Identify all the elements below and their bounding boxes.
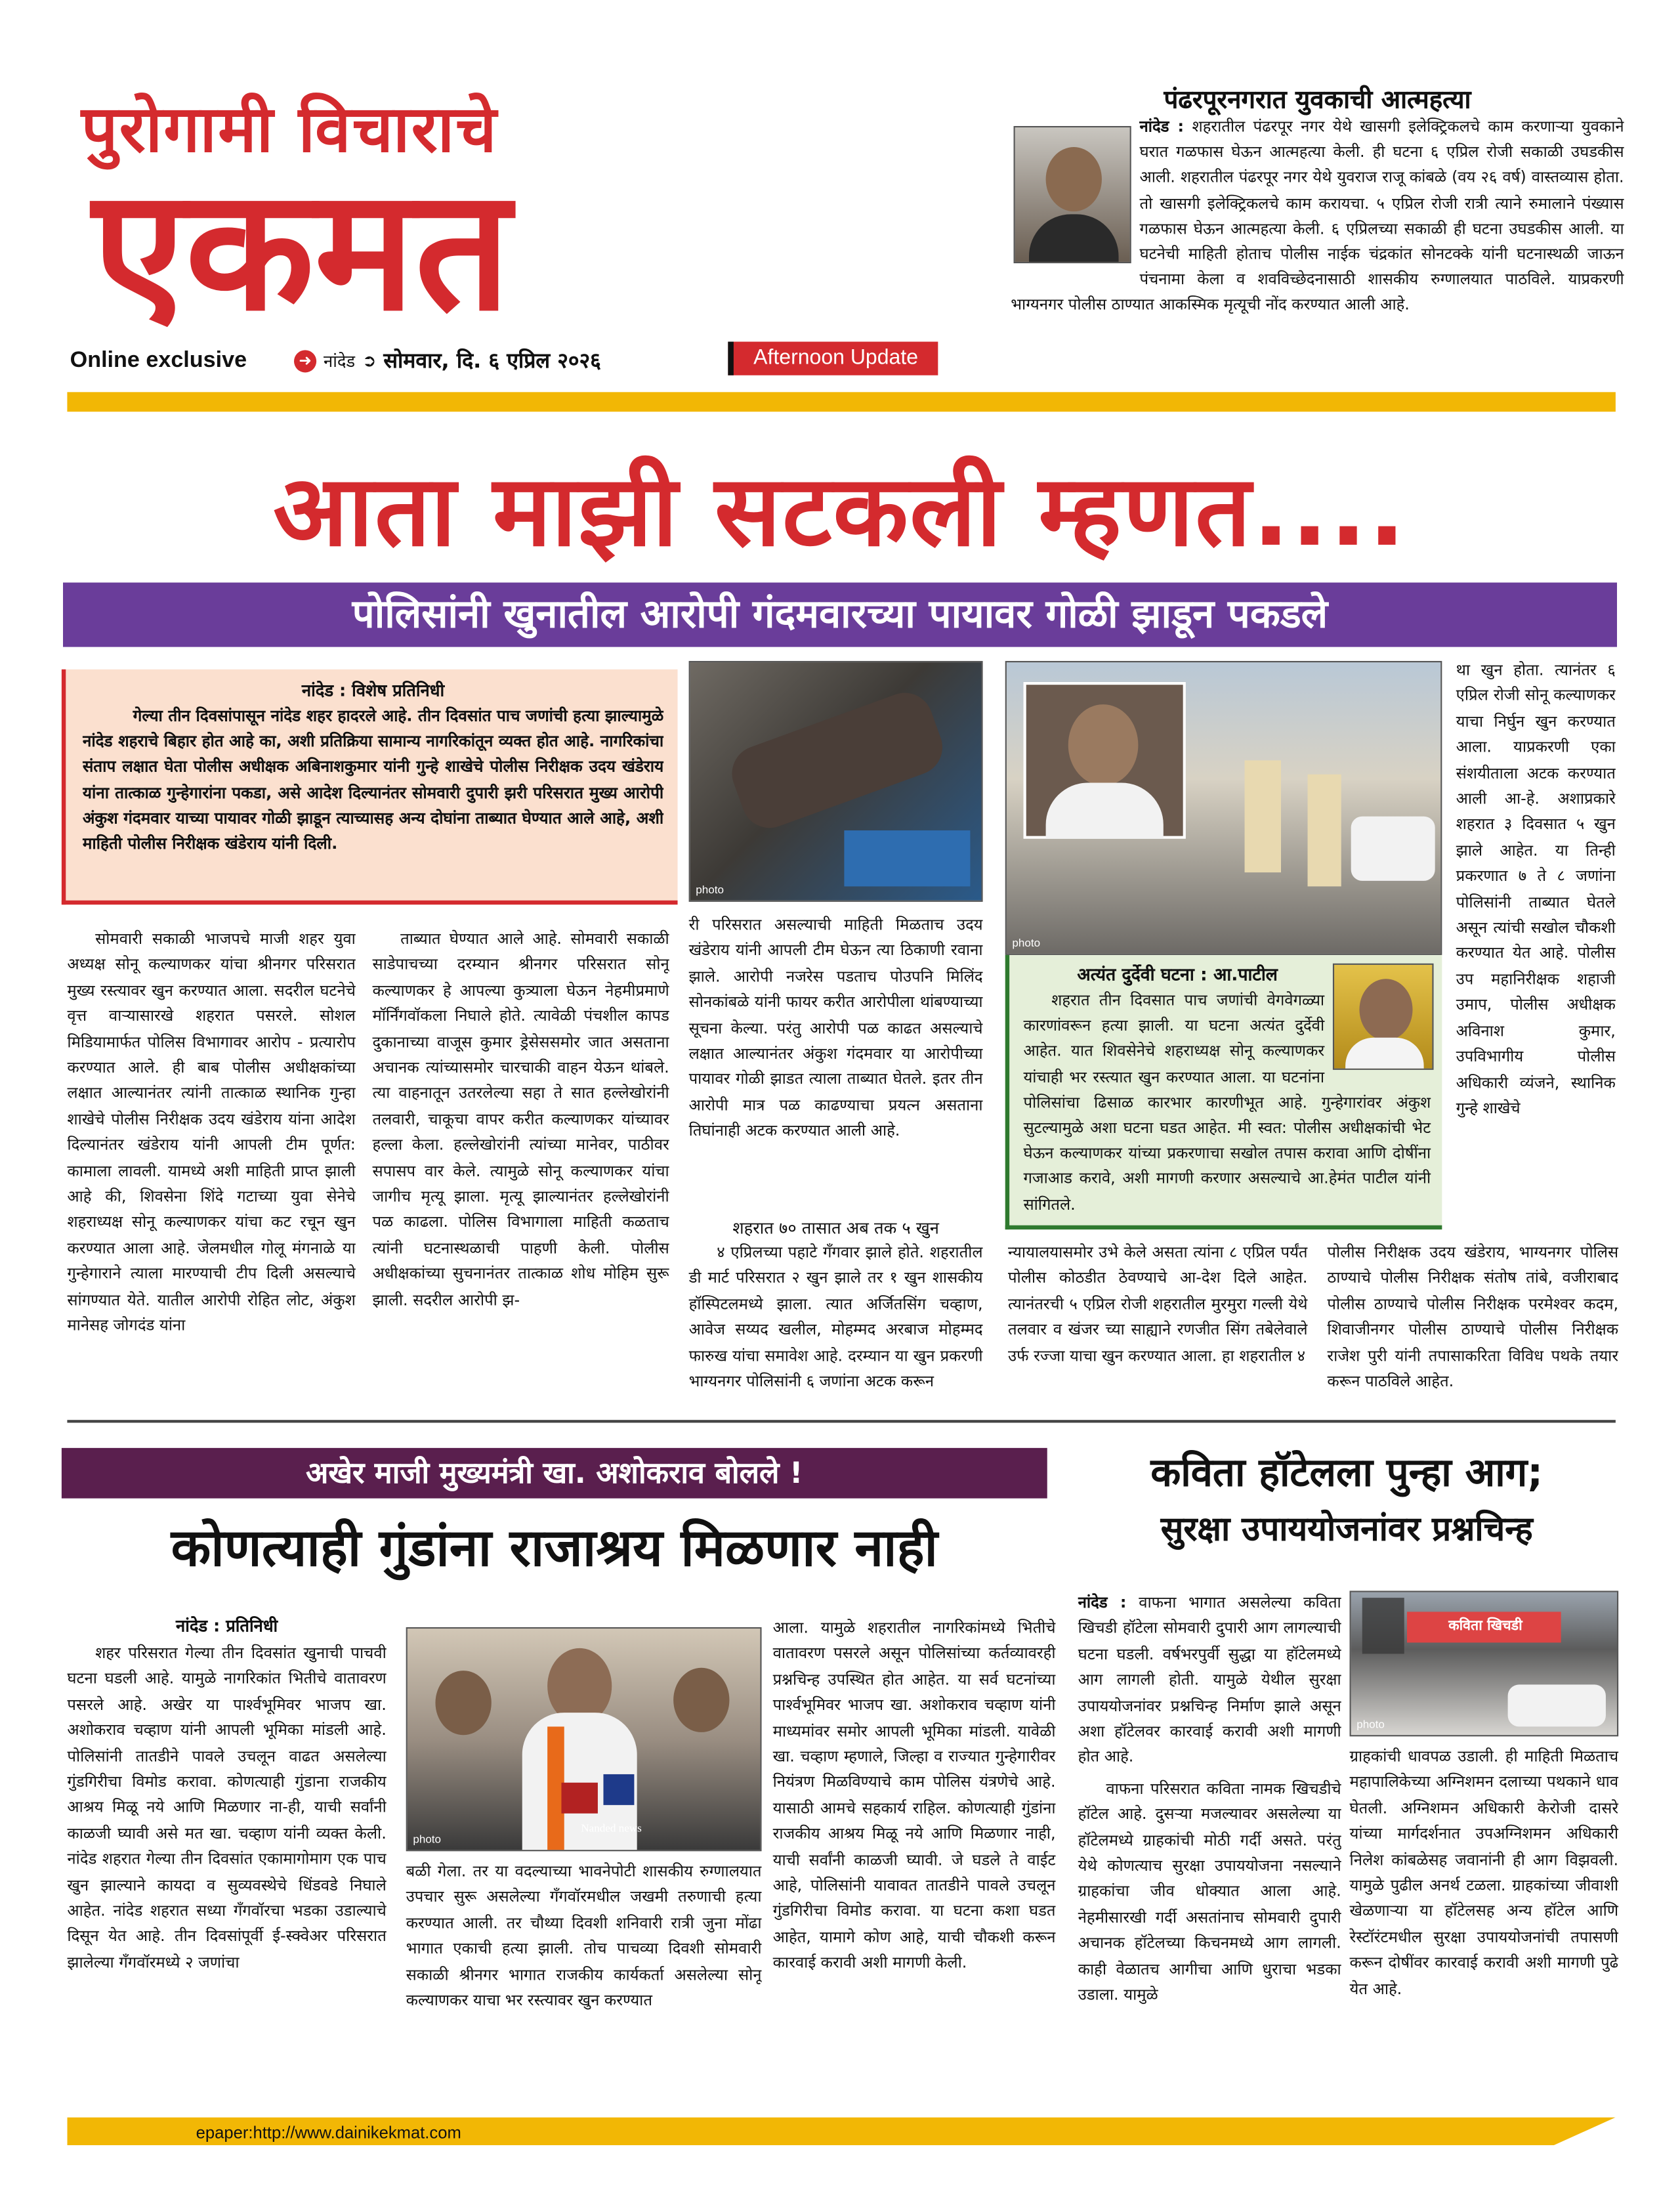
story2-col-2-text: बळी गेला. तर या वदल्याच्या भावनेपोटी शासकीय रुग्णालयात उपचार सुरू असलेल्या गँगवॉरमधील जखमी तरुणाची हत्या करण्यात आली. तर चौथ्या दिवशी शनिवारी रात्री जुना मोंढा भागात एकाची हत्या झाली. तोच पाचव्या दिवशी सोमवारी सकाळी श्रीनगर भागात राजकीय कार्यकर्ता असलेल्या सोनू कल्याणकर याचा भर रस्त्यावर खुन करण्यात [406, 1862, 762, 2010]
issue-date: सोमवार, दि. ६ एप्रिल २०२६ [383, 348, 601, 373]
main-col-3-top [689, 913, 983, 1218]
main-col-2-text: ताब्यात घेण्यात आले आहे. सोमवारी सकाळी साडेपाचच्या दरम्यान श्रीनगर परिसरात सोनू कल्याणकर हे आपल्या कुत्र्याला घेऊन नेहमीप्रमाणे मॉर्निंगवॉकला निघाले होते. त्यावेळी पंचशील कापड दुकानाच्या वाजूस कुमार ड्रेसेससमोर जात असताना अचानक त्यांच्यासमोर चारचाकी वाहन येऊन थांबले. त्या वाहनातून उतरलेल्या सहा ते सात हल्लेखोरांनी तलवारी, चाकूचा वापर करीत कल्याणकर यांच्यावर हल्ला केला. हल्लेखोरांनी त्यांच्या मानेवर, पाठीवर सपासप वार केले. त्यामुळे सोनू कल्याणकर यांचा जागीच मृत्यू झाला. मृत्यू झाल्यानंतर हल्लेखोरांनी पळ काढला. पोलिस विभागाला माहिती कळताच त्यांनी घटनास्थळाची पाहणी केली. पोलीस अधीक्षकांच्या सुचनानंतर तात्काळ शोध मोहिम सुरू झाली. सदरील आरोपी झ- [372, 929, 669, 1309]
lead-box [62, 670, 678, 905]
main-col-1 [67, 927, 355, 1410]
main-headline: आता माझी सटकली म्हणत.... [273, 454, 1407, 569]
main-col-1-text: सोमवारी सकाळी भाजपचे माजी शहर युवा अध्यक्ष सोनू कल्याणकर यांचा श्रीनगर परिसरात मुख्य रस्त्यावर खुन करण्यात आला. सदरील घटनेचे वृत्त वाऱ्यासारखे शहरात पसरले. सोशल मिडियामार्फत पोलिस विभागावर आरोप - प्रत्यारोप करण्यात आले. ही बाब पोलीस अधीक्षकांच्या लक्षात आल्यानंतर त्यांनी तात्काळ स्थानिक गुन्हा शाखेचे पोलीस निरीक्षक उदय खंडेराय यांना आदेश दिल्यानंतर खंडेराय यांनी आपली टीम पूर्णत: कामाला लावली. यामध्ये अशी माहिती प्राप्त झाली आहे की, शिवसेना शिंदे गटाच्या युवा सेनेचे शहराध्यक्ष सोनू कल्याणकर यांचा कट रचून खुन करण्यात आला आहे. जेलमधील गोलू मंगनाळे या गुन्हेगाराने त्याला मारण्याची टीप दिली असल्याचे सांगण्यात येते. यातील आरोपी रोहित लोट, अंकुश मानेसह जोगदंड यांना [67, 929, 356, 1335]
main-col-3-bottom [689, 1241, 983, 1409]
main-photo-victim: photo [689, 661, 983, 902]
dateline-bar [294, 346, 742, 377]
photo-watermark: Nanded news [581, 1822, 642, 1835]
story2-col-3-text: आला. यामुळे शहरातील नागरिकांमध्ये भितीचे वातावरण पसरले असून पोलिसांच्या कर्तव्यावरही प्रश्नचिन्ह उपस्थित होत आहेत. या सर्व घटनांच्या पार्श्वभूमिवर भाजप खा. अशोकराव चव्हाण यांनी माध्यमांवर समोर आपली भूमिका मांडली. यावेळी खा. चव्हाण म्हणाले, जिल्हा व राज्यात गुन्हेगारीवर नियंत्रण मिळविण्याचे काम पोलिस यंत्रणेचे आहे. यासाठी आमचे सहकार्य राहिल. कोणत्याही गुंडांना राजकीय आश्रय मिळू नये आणि मिळणार नाही, याची सर्वांनी काळजी घ्यावी. जे घडले ते वाईट आहे, पोलिसांनी यावावत तातडीने पावले उचलून गुंडगिरीचा विमोड करावा. या घटना कशा घडत आहेत, यामागे कोण आहे, याची चौकशी करून कारवाई करावी अशी मागणी केली. [772, 1619, 1056, 1973]
main-subheadline: पोलिसांनी खुनातील आरोपी गंदमवारच्या पायावर गोळी झाडून पकडले [63, 582, 1617, 647]
story3-dateline: नांदेड : [1078, 1593, 1127, 1612]
story2-photo: Nanded news photo [406, 1627, 762, 1851]
top-story-body [1011, 115, 1624, 370]
section-divider [67, 1420, 1615, 1422]
main-col-5-top [1456, 658, 1616, 1235]
quote-body: शहरात तीन दिवसात पाच जणांची वेगवेगळ्या कारणांवरून हत्या झाली. या घटना अत्यंत दुर्देवी आहेत. यात शिवसेनेचे शहराध्यक्ष सोनू कल्याणकर यांचाही भर रस्त्यात खुन करण्यात आला. या घटनांना पोलिसांचा ढिसाळ कारभार कारणीभूत आहे. गुन्हेगारांवर अंकुश सुटल्यामुळे अशा घटना घडत आहेत. मी स्वत: पोलीस अधीक्षकांची भेट घेऊन कल्याणकर यांच्या प्रकरणाचा सखोल तपास करावा आणि दोषींना गजाआड करावे, अशी मागणी करणार असल्याचे आ.हेमंत पाटील यांनी सांगितले. [1023, 991, 1431, 1214]
main-lead: गेल्या तीन दिवसांपासून नांदेड शहर हादरले आहे. तीन दिवसांत पाच जणांची हत्या झाल्यामुळे नांदेड शहराचे बिहार होत आहे का, अशी प्रतिक्रिया सामान्य नागरिकांतून व्यक्त होत आहे. नागरिकांचा संताप लक्षात घेता पोलीस अधीक्षक अबिनाशकुमार यांनी गुन्हे शाखेचे पोलीस निरीक्षक उदय खंडेराय यांना तात्काळ गुन्हेगारांना पकडा, असे आदेश दिल्यानंतर सोमवारी दुपारी झरी परिसरात मुख्य आरोपी अंकुश गंदमवार याच्या पायावर गोळी झाडून त्याच्यासह अन्य दोघांना ताब्यात घेण्यात आले आहे, अशी माहिती पोलीस निरीक्षक खंडेराय यांनी दिली. [82, 706, 664, 853]
story3-headline-line2: सुरक्षा उपाययोजनांवर प्रश्नचिन्ह [1160, 1509, 1533, 1549]
afternoon-update-badge: Afternoon Update [728, 342, 938, 375]
story3-col-2 [1350, 1745, 1619, 2112]
story2-col-1 [67, 1641, 386, 2112]
main-col-4-bottom-text: न्यायालयासमोर उभे केले असता त्यांना ८ एप्रिल पर्यंत पोलीस कोठडीत ठेवण्याचे आ-देश दिले आहेत. त्यानंतरची ५ एप्रिल रोजी शहरातील मुरमुरा गल्ली येथे तलवार व खंजर च्या साह्याने रणजीत सिंग तबेलेवाले उर्फ रज्जा याचा खुन करण्यात आला. हा शहरातील ४ [1007, 1243, 1308, 1365]
story3-headline-line1: कविता हॉटेलला पुन्हा आग; [1150, 1449, 1544, 1496]
arrow-right-icon: ➜ [294, 349, 316, 372]
story3-col-2-text: ग्राहकांची धावपळ उडाली. ही माहिती मिळताच महापालिकेच्या अग्निशमन दलाच्या पथकाने धाव घेतली. अग्निशमन अधिकारी केरोजी दासरे यांच्या मार्गदर्शनात उपअग्निशमन अधिकारी निलेश कांबळेसह जवानांनी ही आग विझवली. यामुळे पुढील अनर्थ टळला. ग्राहकांच्या जीवाशी खेळणाऱ्या या हॉटेलसह अन्य हॉटेल आणि रेस्टॉरंटमधील सुरक्षा उपाययोजनांची तपासणी करून दोषींवर कारवाई करावी अशी मागणी पुढे येत आहे. [1349, 1747, 1619, 1998]
main-col-2 [372, 927, 669, 1410]
dateline-place: नांदेड [323, 351, 356, 372]
online-exclusive-label: Online exclusive [70, 349, 247, 373]
main-col-5-top-text: था खुन होता. त्यानंतर ६ एप्रिल रोजी सोनू कल्याणकर याचा निर्घुन खुन करण्यात आला. याप्रकरणी एका संशयीताला अटक करण्यात आली आ-हे. अशाप्रकारे शहरात ३ दिवसात ५ खुन झाले आहेत. या तिन्ही प्रकरणात ७ ते ८ जणांना पोलिसांनी ताब्यात घेतले असून त्यांची सखोल चौकशी करण्यात येत आहे. पोलीस उप महानिरीक्षक शहाजी उमाप, पोलीस अधीक्षक अविनाश कुमार, उपविभागीय पोलीस अधिकारी व्यंजने, स्थानिक गुन्हे शाखेचे [1456, 660, 1616, 1118]
story2-byline: नांदेड : प्रतिनिधी [175, 1615, 278, 1636]
epaper-link[interactable]: epaper:http://www.dainikekmat.com [196, 2123, 461, 2143]
quote-box [1005, 955, 1442, 1229]
story3-shop-sign: कविता खिचडी [1448, 1619, 1522, 1634]
top-story-text: शहरातील पंढरपूर नगर येथे खासगी इलेक्ट्रिकलचे काम करणाऱ्या युवकाने घरात गळफास घेऊन आत्महत्या केली. ही घटना ६ एप्रिल रोजी सकाळी उघडकीस आली. शहरातील पंढरपूर नगर येथे युवराज राजू कांबळे (वय २६ वर्ष) वास्तव्यास होता. तो खासगी इलेक्ट्रिकलचे काम करायचा. ५ एप्रिल रोजी रात्री त्याने रुमालाने पंख्यास गळफास घेऊन आत्महत्या केली. ६ एप्रिलच्या सकाळी ही घटना उघडकीस आली. या घटनेची माहिती होताच पोलीस नाईक चंद्रकांत सोनटक्के यांनी घटनास्थळी जाऊन पंचनामा केला व शवविच्छेदनासाठी शासकीय रुग्णालयात पाठविले. याप्रकरणी भाग्यनगर पोलीस ठाण्यात आकस्मिक मृत्यूची नोंद करण्यात आली आहे. [1011, 117, 1624, 314]
story2-kicker: अखेर माजी मुख्यमंत्री खा. अशोकराव बोलले ! [62, 1448, 1047, 1499]
main-byline: नांदेड : विशेष प्रतिनिधी [301, 680, 445, 700]
top-story-headline: पंढरपूरनगरात युवकाची आत्महत्या [1164, 85, 1471, 115]
masthead-divider [67, 392, 1615, 412]
main-col-5-bottom-text: पोलीस निरीक्षक उदय खंडेराय, भाग्यनगर पोलिस ठाण्याचे पोलीस निरीक्षक संतोष तांबे, वजीराबाद पोलीस ठाण्याचे पोलीस निरीक्षक परमेश्वर कदम, शिवाजीनगर पोलीस ठाण्याचे पोलीस निरीक्षक राजेश पुरी यांनी तपासाकरिता विविध पथके तयार करून पाठविले आहेत. [1327, 1243, 1619, 1391]
story2-col-1-text: शहर परिसरात गेल्या तीन दिवसांत खुनाची पाचवी घटना घडली आहे. यामुळे नागरिकांत भितीचे वातावरण पसरले आहे. अखेर या पार्श्वभूमिवर भाजप खा. अशोकराव चव्हाण यांनी आपली भूमिका मांडली आहे. पोलिसांनी तातडीने पावले उचलून वाढत असलेल्या गुंडगिरीचा विमोड करावा. कोणत्याही गुंडाना राजकीय आश्रय मिळू नये आणि मिळणार ना-ही, याची सर्वांनी काळजी घ्यावी असे मत खा. चव्हाण यांनी व्यक्त केली. नांदेड शहरात गेल्या तीन दिवसांत एकामागोमाग एक पाच खुन झाल्याने कायदा व सुव्यवस्थेचे धिंडवडे निघाले आहेत. नांदेड शहरात सध्या गँगवॉरचा भडका उडाल्याचे दिसून येत आहे. तीन दिवसांपूर्वी ई-स्क्वेअर परिसरात झालेल्या गँगवॉरमध्ये २ जणांचा [67, 1644, 387, 1972]
story2-headline: कोणत्याही गुंडांना राजाश्रय मिळणार नाही [171, 1518, 938, 1579]
top-story-dateline: नांदेड : [1139, 117, 1185, 136]
main-photo-scene: photo [1005, 661, 1442, 955]
masthead-title: एकमत [92, 151, 511, 349]
main-col-3-bottom-text: ४ एप्रिलच्या पहाटे गँगवार झाले होते. शहरातील डी मार्ट परिसरात २ खुन झाले तर १ खुन शासकीय हॉस्पिटलमध्ये झाला. त्यात अर्जितसिंग चव्हाण, आवेज सय्यद खलील, मोहम्मद अरबाज मोहम्मद फारुख यांचा समावेश आहे. दरम्यान या खुन प्रकरणी भाग्यनगर पोलिसांनी ६ जणांना अटक करून [688, 1243, 983, 1391]
inset-portrait [1023, 682, 1185, 839]
story3-headline [1075, 1445, 1618, 1558]
story3-col-1b-text: वाफना परिसरात कविता नामक खिचडीचे हॉटेल आहे. दुसऱ्या मजल्यावर असलेल्या या हॉटेलमध्ये ग्राहकांची मोठी गर्दी असते. परंतु येथे कोणत्याच सुरक्षा उपाययोजना नसल्याने ग्राहकांचा जीव धोक्यात आला आहे. नेहमीसारखी गर्दी असतांनाच सोमवारी दुपारी अचानक हॉटेलच्या किचनमध्ये आग लागली. काही वेळातच आगीचा आणि धुराचा भडका उडाला. यामुळे [1078, 1780, 1341, 2004]
dateline-separator-icon: ➲ [362, 351, 377, 371]
story3-photo: कविता खिचडी photo [1350, 1590, 1619, 1736]
masthead [67, 90, 963, 384]
quote-photo [1333, 964, 1434, 1070]
story2-col-2 [406, 1860, 762, 2112]
main-col-4-bottom [1008, 1241, 1308, 1409]
masthead-tagline: पुरोगामी विचाराचे [81, 91, 498, 167]
main-subhead-70h: शहरात ७० तासात अब तक ५ खुन [732, 1218, 939, 1238]
story3-col-1a-text: वाफना भागात असलेल्या कविता खिचडी हॉटेला सोमवारी दुपारी आग लागल्याची घटना घडली. वर्षभरपुर्वी सुद्धा या हॉटेलमध्ये आग लागली होती. यामुळे येथील सुरक्षा उपाययोजनांवर प्रश्नचिन्ह निर्माण झाले असून अशा हॉटेलवर कारवाई करावी अशी मागणी होत आहे. [1078, 1593, 1341, 1767]
main-col-3-top-text: री परिसरात असल्याची माहिती मिळताच उदय खंडेराय यांनी आपली टीम घेऊन त्या ठिकाणी रवाना झाले. आरोपी नजरेस पडताच पोउपनि मिलिंद सोनकांबळे यांनी फायर करीत आरोपीला थांबण्याच्या सूचना केल्या. परंतु आरोपी पळ काढत असल्याचे लक्षात आल्यानंतर अंकुश गंदमवार या आरोपीच्या पायावर गोळी झाडत त्याला ताब्यात घेतले. इतर तीन आरोपी मात्र पळ काढण्याचा प्रयत्न असताना तिघांनाही अटक करण्यात आली आहे. [688, 916, 983, 1141]
top-story [1011, 84, 1624, 371]
quote-title: अत्यंत दुर्देवी घटना : आ.पाटील [1077, 963, 1278, 985]
story3-col-1 [1078, 1590, 1341, 2112]
story2-col-3 [773, 1616, 1056, 2112]
main-col-5-bottom [1327, 1241, 1618, 1409]
